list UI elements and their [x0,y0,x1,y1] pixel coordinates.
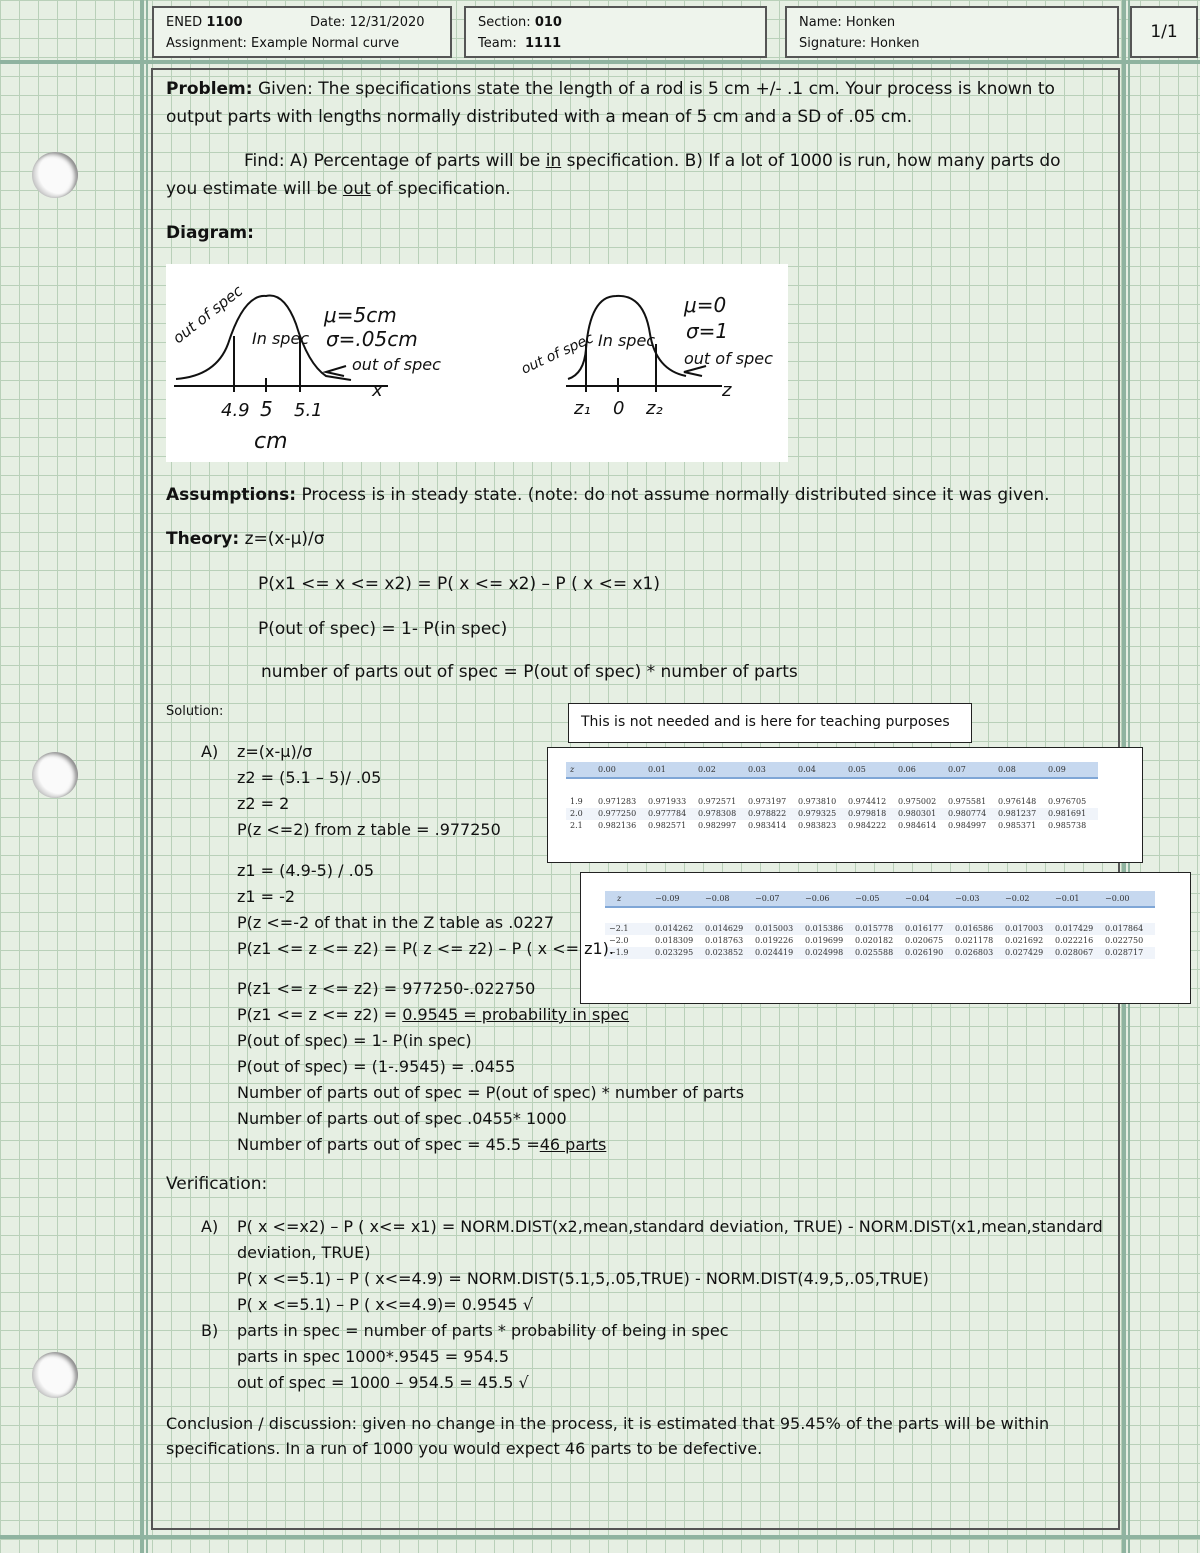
course-label: ENED [166,15,203,30]
probability-prefix: P(z1 <= z <= z2) = [237,1005,403,1024]
binder-hole-middle [32,752,78,798]
assignment-field: Assignment: Example Normal curve [166,36,400,51]
course-info-box [152,6,452,58]
solution-line: Number of parts out of spec = P(out of spec) * number of parts [237,1083,745,1102]
table-cell: 0.972571 [698,797,737,806]
table-cell: 0.977250 [598,808,648,820]
table-cell: 0.023295 [655,947,705,959]
table-cell: 0.980774 [948,808,998,820]
table-header: −0.01 [1055,891,1105,907]
left-out-of-spec-right: out of spec [352,355,441,374]
table-header: 0.08 [998,762,1048,778]
table-cell: 0.022216 [1055,936,1094,945]
find-in: in [545,151,562,171]
solution-line: P(out of spec) = 1- P(in spec) [237,1031,472,1050]
table-row [566,808,1098,820]
solution-line: z=(x-μ)/σ [237,742,313,761]
solution-line: P(z <=2) from z table = .977250 [237,820,501,839]
table-row [566,796,1098,808]
right-tick-zero-label: 0 [613,398,625,419]
solution-line: z1 = (4.9-5) / .05 [237,861,375,880]
right-out-of-spec-left: out of spec [518,330,597,378]
diagram-sketch [166,264,788,462]
z-table-positive [547,747,1143,863]
table-cell: 0.983823 [798,821,837,830]
conclusion-line-2: specifications. In a run of 1000 you would expect 46 parts to be defective. [166,1439,763,1458]
table-cell: 0.028717 [1105,947,1155,959]
table-row [566,820,1098,832]
table-cell: 0.017003 [1005,923,1055,935]
course-number: 1100 [206,15,243,30]
table-cell: 0.017429 [1055,923,1105,935]
problem-line-2: output parts with lengths normally distributed with a mean of 5 cm and a SD of .05 cm. [166,107,913,127]
table-cell: 0.027429 [1005,947,1055,959]
left-unit: cm [254,429,288,454]
table-cell: 0.016177 [905,923,955,935]
solution-label: Solution: [166,704,224,719]
solution-final-line [237,1132,606,1158]
find-a: Find: A) Percentage of parts will be [244,151,546,171]
solution-line: z2 = 2 [237,794,290,813]
table-cell: 0.984997 [948,821,987,830]
table-cell: 1.9 [570,797,583,806]
table-row [605,923,1155,935]
final-prefix: Number of parts out of spec = 45.5 = [237,1135,540,1154]
table-cell: 0.024998 [805,947,855,959]
verification-line: P( x <=5.1) – P ( x<=4.9) = NORM.DIST(5.1,5,.05,TRUE) - NORM.DIST(4.9,5,.05,TRUE) [237,1269,929,1288]
margin-line-left-2 [146,0,148,1553]
table-cell: 0.021692 [1005,936,1044,945]
find2-b: of specification. [370,179,511,199]
table-header: −0.03 [955,891,1005,907]
date-field: Date: 12/31/2020 [310,15,425,30]
table-cell: 0.981237 [998,808,1048,820]
section-info-box [464,6,767,58]
left-axis-label: x [372,380,383,401]
table-header: −0.09 [655,891,705,907]
theory-label: Theory: [166,529,240,549]
table-cell: 0.015386 [805,923,855,935]
verification-line: P( x <=x2) – P ( x<= x1) = NORM.DIST(x2,mean,standard deviation, TRUE) - NORM.DIST(x1,mean,standard [237,1217,1103,1236]
verification-line: deviation, TRUE) [237,1243,371,1262]
table-cell: 0.028067 [1055,947,1105,959]
right-sigma: σ=1 [686,319,729,343]
table-cell: −2.0 [609,936,629,945]
table-header: z [605,891,655,907]
table-cell: 0.971933 [648,797,687,806]
table-cell: 0.017864 [1105,923,1155,935]
left-out-of-spec-left: out of spec [169,281,247,348]
table-cell: 0.020182 [855,936,894,945]
table-cell: 0.978822 [748,808,798,820]
verification-line: P( x <=5.1) – P ( x<=4.9)= 0.9545 √ [237,1295,533,1314]
left-sigma: σ=.05cm [326,327,418,351]
table-cell: 0.018309 [655,936,694,945]
table-cell: 0.985738 [1048,821,1087,830]
table-header: −0.05 [855,891,905,907]
header-line [0,60,1200,64]
solution-line: P(z1 <= z <= z2) = P( z <= z2) – P ( x <= z1). [237,939,615,958]
normal-curve-diagram [166,264,788,462]
theory-line-3: P(out of spec) = 1- P(in spec) [258,619,508,639]
table-cell: 0.014262 [655,923,705,935]
table-header: −0.06 [805,891,855,907]
table-cell: 0.982136 [598,821,637,830]
table-cell: 0.971283 [598,797,637,806]
left-tick-mid: 5 [260,397,273,421]
table-cell: 0.981691 [1048,808,1098,820]
team-label: Team: [478,36,517,51]
table-cell: 0.983414 [748,821,787,830]
right-mu: μ=0 [684,293,727,317]
z-table-positive-header [566,762,1098,778]
right-tick-z1: z₁ [574,398,591,419]
verification-a-label: A) [201,1217,219,1236]
binder-hole-top [32,152,78,198]
table-cell: −2.1 [605,923,655,935]
table-cell: 0.975581 [948,797,987,806]
table-cell: 0.024419 [755,947,805,959]
z-table-negative-header [605,891,1155,907]
table-cell: 0.026190 [905,947,955,959]
name-info-box [785,6,1119,58]
table-cell: 0.973197 [748,797,787,806]
table-cell: 0.975002 [898,797,937,806]
table-cell: 0.973810 [798,797,837,806]
name-field: Name: Honken [799,15,896,30]
right-axis-label: z [722,380,732,401]
table-cell: 0.025588 [855,947,905,959]
table-cell: 0.016586 [955,923,1005,935]
table-header: 0.03 [748,762,798,778]
binder-hole-bottom [32,1352,78,1398]
z-table-negative-grid [605,891,1155,959]
table-cell: 0.982571 [648,821,687,830]
team-number: 1111 [525,36,562,51]
left-tick-high: 5.1 [294,400,323,421]
table-cell: 0.979325 [798,808,848,820]
page-number: 1/1 [1130,6,1198,58]
solution-line: z1 = -2 [237,887,296,906]
table-cell: 0.023852 [705,947,755,959]
table-cell: 0.979818 [848,808,898,820]
table-header: 0.09 [1048,762,1098,778]
table-header: 0.05 [848,762,898,778]
theory-line-4: number of parts out of spec = P(out of spec) * number of parts [261,662,798,682]
table-cell: 0.015778 [855,923,905,935]
table-cell: 0.978308 [698,808,748,820]
table-header: −0.02 [1005,891,1055,907]
table-header: −0.07 [755,891,805,907]
table-header: 0.04 [798,762,848,778]
table-header: 0.06 [898,762,948,778]
table-cell: 0.980301 [898,808,948,820]
verification-line: parts in spec 1000*.9545 = 954.5 [237,1347,510,1366]
verification-line: out of spec = 1000 – 954.5 = 45.5 √ [237,1373,529,1392]
left-tick-low: 4.9 [221,400,250,421]
solution-part-a-label: A) [201,742,219,761]
solution-line: Number of parts out of spec .0455* 1000 [237,1109,567,1128]
table-header: 0.02 [698,762,748,778]
diagram-label: Diagram: [166,223,254,243]
table-cell: −1.9 [605,947,655,959]
solution-line: z2 = (5.1 – 5)/ .05 [237,768,382,787]
find2-out: out [342,179,371,199]
section-number: 010 [534,15,562,30]
table-cell: 0.982997 [698,821,737,830]
table-header: 0.01 [648,762,698,778]
table-cell: 0.976148 [998,797,1037,806]
teaching-note: This is not needed and is here for teaching purposes [568,703,972,743]
theory-line [166,525,325,553]
find-line-1 [244,147,1061,175]
table-row [605,947,1155,959]
table-cell: 0.984222 [848,821,887,830]
solution-line: P(out of spec) = (1-.9545) = .0455 [237,1057,516,1076]
table-cell: 0.019699 [805,936,844,945]
signature-field: Signature: Honken [799,36,920,51]
section-label: Section: [478,15,531,30]
assumptions-text: Process is in steady state. (note: do not assume normally distributed since it was given. [296,485,1050,505]
table-cell: 2.0 [566,808,598,820]
verification-label: Verification: [166,1174,268,1194]
table-header: 0.00 [598,762,648,778]
right-tick-z2: z₂ [646,398,663,419]
table-cell: 0.019226 [755,936,794,945]
conclusion-line-1: Conclusion / discussion: given no change in the process, it is estimated that 95.45% of the parts will be within [166,1414,1050,1433]
footer-line [0,1535,1200,1539]
table-cell: 0.984614 [898,821,937,830]
table-row [605,935,1155,947]
table-cell: 0.976705 [1048,797,1087,806]
left-mu: μ=5cm [324,303,397,327]
problem-label: Problem: [166,79,253,99]
table-cell: 0.026803 [955,947,1005,959]
find-line-2 [166,175,511,203]
problem-line-1 [166,75,1055,103]
final-answer: 46 parts [539,1135,607,1154]
table-cell: 0.985371 [998,821,1037,830]
find-b: specification. B) If a lot of 1000 is run, how many parts do [561,151,1061,171]
problem-text-1: Given: The specifications state the length of a rod is 5 cm +/- .1 cm. Your process is known to [252,79,1055,99]
table-header: z [566,762,598,778]
table-cell: 0.015003 [755,923,805,935]
left-in-spec: In spec [252,329,310,348]
find2-a: you estimate will be [166,179,343,199]
table-header: −0.08 [705,891,755,907]
table-cell: 0.014629 [705,923,755,935]
right-in-spec: In spec [598,331,656,350]
table-header: −0.00 [1105,891,1155,907]
solution-probability-line [237,1002,629,1028]
verification-b-label: B) [201,1321,219,1340]
probability-in-spec: 0.9545 = probability in spec [402,1005,630,1024]
theory-formula: z=(x-μ)/σ [239,529,325,549]
solution-line: P(z <=-2 of that in the Z table as .0227 [237,913,555,932]
z-table-positive-grid [566,762,1098,832]
verification-line: parts in spec = number of parts * probability of being in spec [237,1321,729,1340]
table-cell: 0.020675 [905,936,944,945]
assumptions-label: Assumptions: [166,485,297,505]
theory-line-2: P(x1 <= x <= x2) = P( x <= x2) – P ( x <= x1) [258,574,660,594]
table-cell: 0.974412 [848,797,887,806]
table-header: −0.04 [905,891,955,907]
table-header: 0.07 [948,762,998,778]
table-cell: 0.021178 [955,936,994,945]
z-table-negative [580,872,1191,1004]
table-cell: 2.1 [570,821,583,830]
table-cell: 0.022750 [1105,936,1144,945]
table-cell: 0.018763 [705,936,744,945]
margin-line-left-1 [140,0,144,1553]
left-arrow-icon [326,366,346,376]
solution-line: P(z1 <= z <= z2) = 977250-.022750 [237,979,536,998]
right-out-of-spec-right: out of spec [684,349,773,368]
table-cell: 0.977784 [648,808,698,820]
assumptions-line [166,481,1050,509]
